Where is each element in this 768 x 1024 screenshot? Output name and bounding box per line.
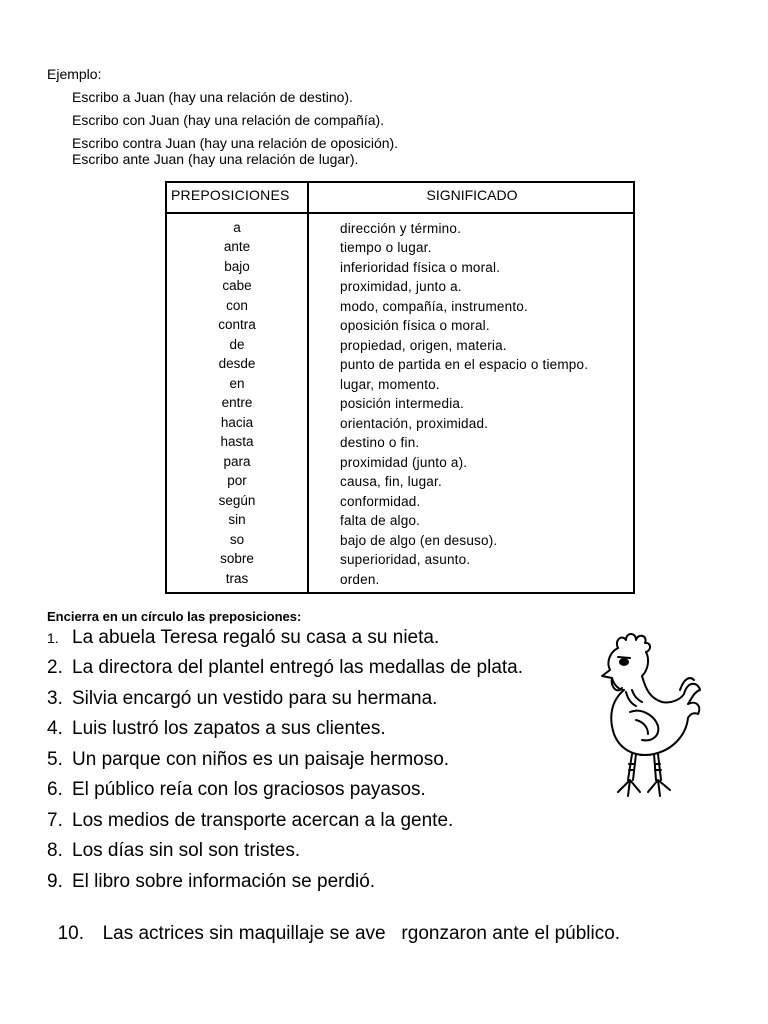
exercise-item-3: [47, 688, 437, 710]
exercise-number: 10.: [57, 923, 84, 944]
table-row-meaning: propiedad, origen, materia.: [340, 338, 507, 353]
table-row-meaning: destino o fin.: [340, 435, 420, 450]
table-row-meaning: punto de partida en el espacio o tiempo.: [340, 357, 589, 372]
table-row-meaning: oposición física o moral.: [340, 318, 490, 333]
table-row-prep: sin: [228, 512, 246, 527]
exercise-number: 9.: [47, 871, 63, 892]
exercise-number: 1.: [47, 630, 59, 646]
exercise-sentence: El público reía con los graciosos payasos.: [72, 779, 426, 800]
table-row-meaning: falta de algo.: [340, 513, 421, 528]
exercise-sentence: La abuela Teresa regaló su casa a su nieta.: [72, 627, 440, 648]
table-header-meaning: SIGNIFICADO: [426, 187, 518, 203]
table-row-meaning: inferioridad física o moral.: [340, 260, 501, 275]
table-row-prep: hasta: [220, 434, 254, 449]
table-row-meaning: causa, fin, lugar.: [340, 474, 442, 489]
table-row-meaning: superioridad, asunto.: [340, 552, 471, 567]
exercise-number: 4.: [47, 718, 63, 739]
table-row-prep: entre: [221, 395, 253, 410]
table-column-divider: [307, 183, 309, 592]
table-row-meaning: posición intermedia.: [340, 396, 465, 411]
table-header-divider: [167, 212, 633, 214]
table-row-meaning: bajo de algo (en desuso).: [340, 533, 498, 548]
table-row-prep: con: [226, 298, 248, 313]
table-header-prepositions: PREPOSICIONES: [171, 187, 290, 203]
table-row-prep: so: [229, 532, 245, 547]
table-row-meaning: lugar, momento.: [340, 377, 440, 392]
table-row-meaning: dirección y término.: [340, 221, 462, 236]
exercise-number: 8.: [47, 840, 63, 861]
example-line-1: Escribo a Juan (hay una relación de destino).: [72, 89, 353, 105]
table-row-prep: en: [229, 376, 245, 391]
table-row-prep: sobre: [220, 551, 254, 566]
exercise-sentence: El libro sobre información se perdió.: [72, 871, 376, 892]
example-title: Ejemplo:: [47, 66, 102, 82]
exercise-sentence: Un parque con niños es un paisaje hermoso.: [72, 749, 450, 770]
table-row-prep: según: [218, 493, 256, 508]
table-row-prep: bajo: [224, 259, 250, 274]
exercise-number: 3.: [47, 688, 63, 709]
table-row-prep: tras: [225, 571, 249, 586]
exercise-instruction: Encierra en un círculo las preposiciones:: [47, 609, 302, 624]
exercise-number: 7.: [47, 810, 63, 831]
example-line-2: Escribo con Juan (hay una relación de compañía).: [72, 112, 385, 128]
exercise-number: 6.: [47, 779, 63, 800]
exercise-sentence: Los medios de transporte acercan a la gente.: [72, 810, 454, 831]
table-row-prep: por: [227, 473, 247, 488]
table-row-prep: hacia: [220, 415, 254, 430]
table-row-meaning: proximidad, junto a.: [340, 279, 462, 294]
exercise-sentence: Las actrices sin maquillaje se ave rgonzaron ante el público.: [102, 923, 621, 944]
prepositions-table: [165, 181, 635, 594]
table-row-prep: ante: [223, 239, 251, 254]
exercise-item-6: [47, 779, 426, 801]
exercise-number: 2.: [47, 657, 63, 678]
table-row-meaning: orden.: [340, 572, 380, 587]
table-row-prep: desde: [218, 356, 256, 371]
table-row-prep: de: [229, 337, 245, 352]
table-row-meaning: modo, compañía, instrumento.: [340, 299, 528, 314]
table-row-meaning: tiempo o lugar.: [340, 240, 432, 255]
exercise-item-2: [47, 657, 523, 679]
exercise-sentence: Silvia encargó un vestido para su hermana.: [72, 688, 438, 709]
exercise-item-5: [47, 749, 449, 771]
exercise-number: 5.: [47, 749, 63, 770]
exercise-item-8: [47, 840, 300, 862]
table-row-meaning: proximidad (junto a).: [340, 455, 468, 470]
exercise-item-9: [47, 871, 375, 893]
exercise-item-4: [47, 718, 386, 740]
table-row-prep: contra: [218, 317, 256, 332]
exercise-sentence: La directora del plantel entregó las medallas de plata.: [72, 657, 524, 678]
exercise-sentence: Luis lustró los zapatos a sus clientes.: [72, 718, 386, 739]
table-row-meaning: orientación, proximidad.: [340, 416, 489, 431]
table-row-prep: para: [223, 454, 251, 469]
exercise-sentence: Los días sin sol son tristes.: [72, 840, 301, 861]
table-row-prep: a: [233, 220, 241, 235]
exercise-item-1: [47, 627, 439, 649]
exercise-item-10: [47, 901, 620, 945]
table-row-prep: cabe: [222, 278, 252, 293]
example-line-3: Escribo contra Juan (hay una relación de oposición).: [72, 135, 399, 151]
example-line-4: Escribo ante Juan (hay una relación de lugar).: [72, 151, 359, 167]
exercise-item-7: [47, 810, 453, 832]
rooster-icon: [588, 630, 703, 800]
table-row-meaning: conformidad.: [340, 494, 421, 509]
